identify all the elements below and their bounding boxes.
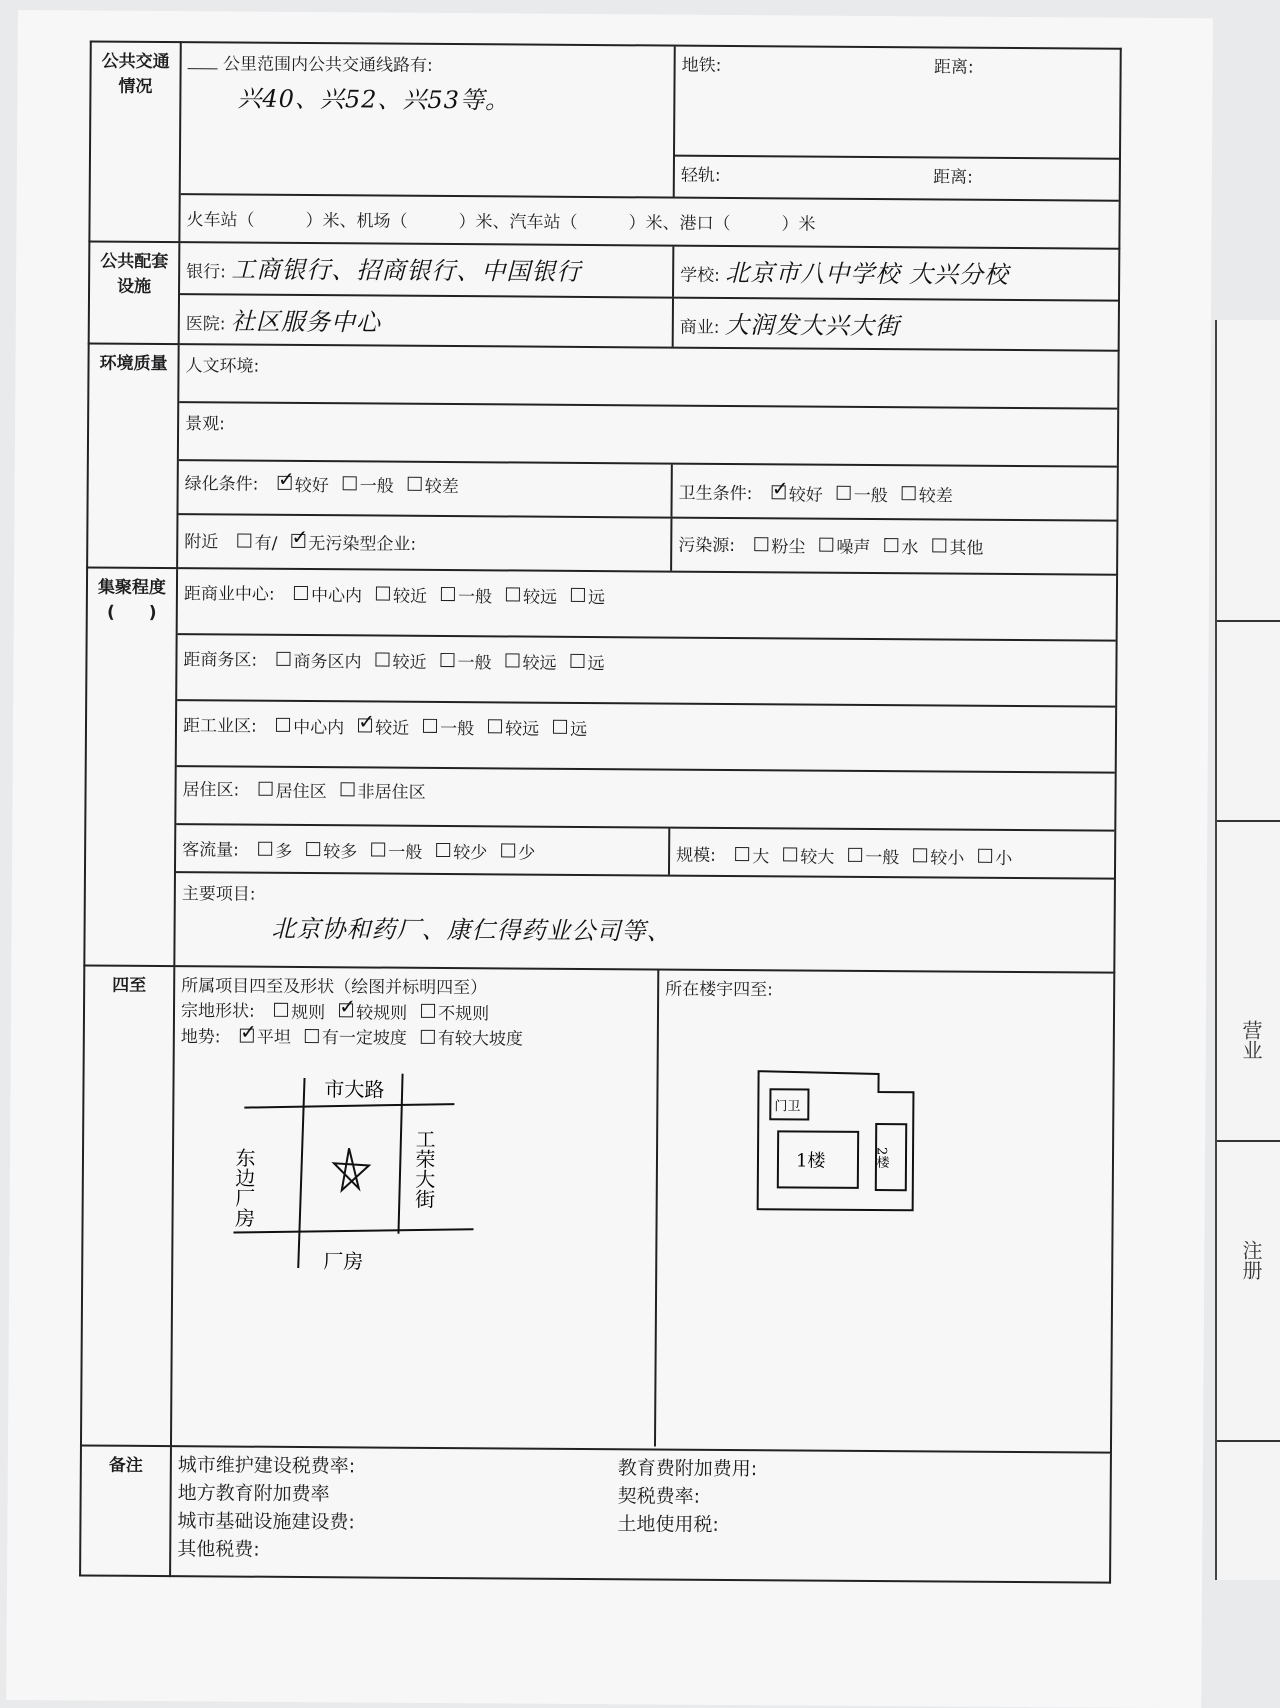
checkbox-icon[interactable] — [506, 587, 520, 601]
subway-distance-label: 距离: — [933, 57, 974, 78]
commercial-option-label: 远 — [587, 587, 606, 608]
traffic-option-2[interactable] — [371, 837, 422, 862]
industry-option-0[interactable] — [276, 712, 344, 737]
bus-lines-value[interactable]: 兴40、兴52、兴53等。 — [237, 84, 511, 115]
commercial-option-label: 一般 — [457, 586, 493, 607]
commercial-option-label: 较远 — [522, 587, 558, 608]
culture-field[interactable]: 人文环境: — [185, 356, 260, 377]
scale-option-label: 小 — [995, 848, 1013, 869]
star-icon — [334, 1148, 369, 1190]
terrain-option-label: 有一定坡度 — [321, 1028, 408, 1049]
bank-value[interactable]: 工商银行、招商银行、中国银行 — [231, 255, 582, 286]
industry-option-1[interactable] — [358, 713, 409, 738]
remarks-row — [80, 1445, 1111, 1582]
facilities-row — [89, 242, 1120, 351]
shape-option-label: 规则 — [291, 1002, 326, 1023]
checkbox-icon[interactable] — [488, 719, 502, 733]
shape-option-0[interactable] — [274, 997, 325, 1022]
sketch-south-line — [233, 1228, 473, 1235]
checkbox-icon[interactable] — [421, 1004, 435, 1018]
school-label: 学校: — [680, 265, 720, 286]
boundaries-row — [81, 965, 1114, 1452]
agglomeration-paren: ( ) — [106, 602, 157, 623]
greening-option-1[interactable] — [343, 471, 394, 496]
checkbox-icon[interactable] — [501, 843, 515, 857]
business-option-label: 商务区内 — [293, 651, 362, 672]
bank-label: 银行: — [186, 262, 226, 283]
checkbox-icon[interactable] — [291, 534, 305, 548]
remark-r1[interactable]: 教育费附加费用: — [617, 1457, 758, 1481]
side-text-1: 营业 — [1239, 1020, 1263, 1060]
terrain-option-2[interactable] — [421, 1024, 523, 1050]
sketch-north-label: 市大路 — [324, 1077, 385, 1102]
checkbox-icon[interactable] — [553, 720, 567, 734]
commerce-label: 商业: — [679, 317, 720, 338]
agglomeration-row — [84, 567, 1117, 972]
business-option-1[interactable] — [376, 647, 427, 672]
checkbox-icon[interactable] — [276, 718, 290, 732]
traffic-option-label: 多 — [275, 841, 293, 862]
pollution-option-label: 噪声 — [836, 537, 871, 558]
checkbox-icon[interactable] — [341, 782, 355, 796]
hygiene-option-label: 较好 — [788, 484, 823, 506]
projects-value[interactable]: 北京协和药厂、康仁得药业公司等、 — [271, 914, 672, 946]
checkbox-icon[interactable] — [274, 1003, 288, 1017]
business-option-label: 远 — [587, 653, 605, 674]
pollution-option-label: 其他 — [949, 538, 984, 559]
business-option-2[interactable] — [441, 647, 492, 672]
nearby-label: 附近 — [184, 532, 219, 553]
business-option-label: 一般 — [457, 652, 492, 673]
checkbox-icon[interactable] — [783, 847, 797, 861]
scale-option-1[interactable] — [783, 842, 834, 867]
hygiene-option-0[interactable] — [772, 480, 823, 505]
checkbox-icon[interactable] — [735, 847, 749, 861]
transport-row — [89, 42, 1120, 249]
checkbox-icon[interactable] — [913, 848, 927, 862]
checkbox-icon[interactable] — [932, 538, 946, 552]
business-option-label: 较近 — [392, 652, 427, 673]
building-1-label: 1楼 — [795, 1150, 826, 1172]
environment-label: 环境质量 — [87, 344, 179, 569]
checkbox-icon[interactable] — [884, 538, 898, 552]
traffic-label: 客流量: — [182, 840, 239, 861]
business-option-3[interactable] — [506, 648, 557, 673]
landscape-field[interactable]: 景观: — [179, 401, 1117, 466]
residential-option-0[interactable] — [259, 776, 327, 801]
nearby-option-label: 无污染型企业: — [308, 533, 417, 555]
greening-option-label: 较差 — [424, 476, 459, 497]
industry-option-4[interactable] — [553, 714, 587, 739]
traffic-option-4[interactable] — [501, 838, 535, 863]
terrain-option-label: 有较大坡度 — [437, 1028, 524, 1050]
checkbox-icon[interactable] — [421, 1029, 435, 1043]
nearby-option-1[interactable] — [291, 528, 416, 554]
nearby-option-0[interactable] — [238, 528, 278, 553]
agglomeration-title: 集聚程度 — [97, 577, 167, 599]
greening-label: 绿化条件: — [184, 474, 259, 495]
checkbox-icon[interactable] — [376, 587, 390, 601]
checkbox-icon[interactable] — [436, 843, 450, 857]
business-option-4[interactable] — [571, 648, 605, 673]
hygiene-option-1[interactable] — [837, 480, 888, 505]
form-sheet — [6, 10, 1213, 1708]
subway-label: 地铁: — [681, 55, 722, 76]
traffic-option-label: 较多 — [323, 841, 358, 862]
pollution-option-0[interactable] — [754, 532, 805, 557]
checkbox-icon[interactable] — [305, 1029, 319, 1043]
checkbox-icon[interactable] — [339, 1003, 353, 1017]
traffic-option-3[interactable] — [436, 837, 487, 862]
remark-r2[interactable]: 契税费率: — [617, 1485, 701, 1508]
side-text-2: 注册 — [1239, 1240, 1263, 1280]
sketch-west-label: 东边厂房 — [231, 1147, 257, 1228]
checkbox-icon[interactable] — [306, 842, 320, 856]
remark-l2[interactable]: 地方教育附加费率 — [177, 1482, 330, 1506]
shape-option-1[interactable] — [339, 998, 407, 1023]
greening-option-label: 一般 — [359, 475, 394, 497]
terrain-label: 地势: — [180, 1026, 221, 1047]
sketch-east-line — [398, 1074, 402, 1234]
shape-option-2[interactable] — [421, 998, 489, 1023]
gate-label: 门卫 — [774, 1099, 801, 1115]
shape-option-label: 不规则 — [438, 1003, 490, 1024]
traffic-option-label: 少 — [518, 843, 536, 864]
hygiene-label: 卫生条件: — [678, 483, 753, 505]
sketch-south-label: 厂房 — [323, 1249, 364, 1274]
scale-option-3[interactable] — [913, 843, 964, 868]
checkbox-icon[interactable] — [571, 588, 585, 602]
pollution-option-3[interactable] — [932, 533, 983, 558]
pollution-option-1[interactable] — [819, 532, 870, 557]
business-label: 距商务区: — [183, 650, 258, 671]
industry-option-label: 远 — [570, 719, 588, 740]
checkbox-icon[interactable] — [978, 849, 992, 863]
pollution-option-label: 粉尘 — [771, 536, 806, 558]
commerce-value[interactable]: 大润发大兴大街 — [724, 310, 901, 341]
industry-label: 距工业区: — [182, 716, 257, 737]
checkbox-icon[interactable] — [278, 476, 292, 490]
greening-option-label: 较好 — [294, 475, 329, 496]
checkbox-icon[interactable] — [772, 485, 786, 499]
building-2-label: 2楼 — [873, 1147, 889, 1169]
traffic-option-label: 一般 — [388, 842, 423, 863]
commercial-option-4[interactable] — [571, 582, 605, 607]
building-title: 所在楼宇四至: — [665, 979, 773, 1001]
checkbox-icon[interactable] — [343, 476, 357, 490]
checkbox-icon[interactable] — [902, 486, 916, 500]
stations-line[interactable]: 火车站（ ）米、机场（ ）米、汽车站（ ）米、港口（ ）米 — [180, 193, 1118, 247]
sketch-east-label: 工荣大街 — [411, 1128, 437, 1209]
site-sketch — [213, 1067, 545, 1309]
checkbox-icon[interactable] — [240, 1028, 254, 1042]
checkbox-icon[interactable] — [754, 537, 768, 551]
industry-option-label: 较近 — [375, 718, 410, 739]
commercial-option-3[interactable] — [506, 582, 557, 607]
checkbox-icon[interactable] — [837, 486, 851, 500]
scale-option-4[interactable] — [978, 843, 1012, 868]
checkbox-icon[interactable] — [294, 586, 308, 600]
checkbox-icon[interactable] — [371, 842, 385, 856]
school-value[interactable]: 北京市八中学校 大兴分校 — [725, 258, 1010, 289]
checkbox-icon[interactable] — [258, 842, 272, 856]
checkbox-icon[interactable] — [441, 653, 455, 667]
commercial-option-0[interactable] — [294, 580, 362, 605]
industry-option-3[interactable] — [488, 714, 539, 739]
hospital-label: 医院: — [185, 314, 226, 335]
hygiene-option-2[interactable] — [902, 481, 953, 506]
boundaries-label: 四至 — [81, 965, 174, 1446]
checkbox-icon[interactable] — [506, 653, 520, 667]
bus-prefix: 公里范围内公共交通线路有: — [222, 54, 433, 76]
checkbox-icon[interactable] — [259, 782, 273, 796]
traffic-option-label: 较少 — [453, 842, 488, 863]
nearby-option-label: 有/ — [254, 533, 278, 554]
hygiene-option-label: 较差 — [918, 485, 953, 507]
checkbox-icon[interactable] — [571, 654, 585, 668]
residential-option-label: 居住区 — [275, 781, 327, 802]
sketch-north-line — [244, 1103, 454, 1109]
industry-option-label: 中心内 — [293, 717, 345, 738]
scale-option-label: 一般 — [865, 847, 900, 868]
pollution-option-2[interactable] — [884, 533, 918, 558]
agglomeration-label — [84, 567, 177, 966]
terrain-option-label: 平坦 — [256, 1027, 292, 1048]
remarks-label: 备注 — [80, 1445, 171, 1576]
underline-blank[interactable] — [188, 68, 218, 69]
transport-label: 公共交通情况 — [89, 42, 180, 243]
traffic-option-0[interactable] — [258, 836, 292, 861]
greening-option-2[interactable] — [408, 471, 459, 496]
checkbox-icon[interactable] — [819, 538, 833, 552]
business-option-0[interactable] — [277, 646, 362, 672]
checkbox-icon[interactable] — [441, 587, 455, 601]
survey-form — [79, 41, 1122, 1584]
business-option-label: 较远 — [522, 653, 557, 674]
building-sketch — [747, 1051, 968, 1253]
residential-option-label: 非居住区 — [357, 781, 426, 803]
pollution-label: 污染源: — [678, 535, 736, 557]
environment-row — [87, 344, 1119, 575]
commercial-option-label: 中心内 — [310, 585, 363, 606]
remark-l4[interactable]: 其他税费: — [177, 1538, 260, 1561]
facilities-label: 公共配套设施 — [89, 242, 180, 345]
scale-option-2[interactable] — [848, 842, 899, 867]
checkbox-icon[interactable] — [277, 652, 291, 666]
industry-option-label: 较远 — [505, 718, 540, 740]
hospital-value[interactable]: 社区服务中心 — [230, 307, 382, 337]
greening-option-0[interactable] — [278, 470, 329, 495]
traffic-option-1[interactable] — [306, 837, 357, 862]
scale-option-label: 较大 — [800, 846, 835, 868]
residential-label: 居住区: — [182, 780, 240, 801]
checkbox-icon[interactable] — [376, 653, 390, 667]
scale-option-label: 较小 — [930, 847, 965, 869]
shape-label: 宗地形状: — [180, 1001, 255, 1022]
rail-label: 轻轨: — [680, 165, 721, 186]
industry-option-label: 一般 — [440, 718, 475, 739]
scale-option-0[interactable] — [735, 842, 769, 867]
hygiene-option-label: 一般 — [853, 485, 888, 506]
checkbox-icon[interactable] — [408, 477, 422, 491]
shape-option-label: 较规则 — [356, 1002, 408, 1024]
remark-l3[interactable]: 城市基础设施建设费: — [177, 1510, 355, 1534]
checkbox-icon[interactable] — [423, 719, 437, 733]
remark-r3[interactable]: 土地使用税: — [617, 1513, 719, 1536]
rail-distance-label: 距离: — [933, 167, 973, 188]
commercial-label: 距商业中心: — [183, 584, 275, 605]
commercial-option-1[interactable] — [376, 581, 427, 606]
scale-option-label: 大 — [752, 846, 770, 867]
scale-label: 规模: — [676, 845, 716, 866]
projects-label: 主要项目: — [181, 884, 256, 905]
checkbox-icon[interactable] — [848, 848, 862, 862]
industry-option-2[interactable] — [423, 713, 474, 738]
adjacent-page — [1215, 320, 1280, 1580]
residential-option-1[interactable] — [341, 777, 426, 803]
commercial-option-label: 较近 — [392, 586, 428, 607]
remark-l1[interactable]: 城市维护建设税费率: — [177, 1454, 356, 1478]
terrain-option-0[interactable] — [240, 1023, 291, 1048]
checkbox-icon[interactable] — [358, 718, 372, 732]
terrain-option-1[interactable] — [305, 1023, 407, 1049]
checkbox-icon[interactable] — [238, 534, 252, 548]
commercial-option-2[interactable] — [441, 581, 492, 606]
project-title: 所属项目四至及形状（绘图并标明四至） — [181, 976, 488, 999]
pollution-option-label: 水 — [901, 537, 919, 558]
